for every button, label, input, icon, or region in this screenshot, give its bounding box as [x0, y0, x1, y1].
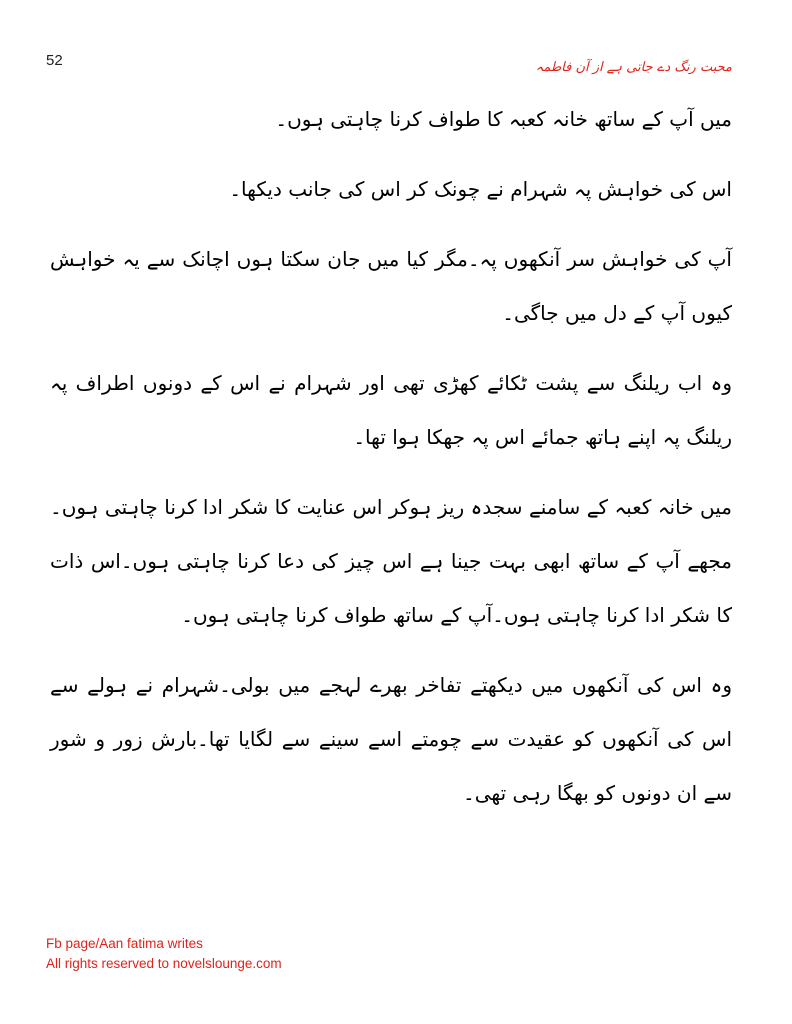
- page-number: 52: [46, 52, 63, 69]
- footer-copyright: All rights reserved to novelslounge.com: [46, 956, 282, 971]
- body-text: [50, 92, 732, 836]
- running-header-title: محبت رنگ دے جاتی ہے از آن فاطمہ: [535, 60, 732, 75]
- footer-credit: Fb page/Aan fatima writes: [46, 936, 203, 951]
- paragraph-5: میں خانہ کعبہ کے سامنے سجدہ ریز ہوکر اس عنایت کا شکر ادا کرنا چاہتی ہوں۔مجھے آپ کے ساتھ ابھی بہت جینا ہے اس چیز کی دعا کرنا چاہتی ہوں۔اس ذات کا شکر ادا کرنا چاہتی ہوں۔آپ کے ساتھ طواف کرنا چاہتی ہوں۔: [50, 495, 732, 627]
- paragraph-6: وہ اس کی آنکھوں میں دیکھتے تفاخر بھرے لہجے میں بولی۔شہرام نے ہولے سے اس کی آنکھوں کو عقیدت سے چومتے اسے سینے سے لگایا تھا۔بارش زور و شور سے ان دونوں کو بھگا رہی تھی۔: [50, 673, 732, 805]
- paragraph-4: وہ اب ریلنگ سے پشت ٹکائے کھڑی تھی اور شہرام نے اس کے دونوں اطراف پہ ریلنگ پہ اپنے ہاتھ جمائے اس پہ جھکا ہوا تھا۔: [50, 371, 732, 449]
- paragraph-3: آپ کی خواہش سر آنکھوں پہ۔مگر کیا میں جان سکتا ہوں اچانک سے یہ خواہش کیوں آپ کے دل میں جاگی۔: [50, 247, 732, 325]
- footer: [46, 934, 282, 974]
- paragraph-2: اس کی خواہش پہ شہرام نے چونک کر اس کی جانب دیکھا۔: [229, 177, 732, 201]
- paragraph-1: میں آپ کے ساتھ خانہ کعبہ کا طواف کرنا چاہتی ہوں۔: [275, 107, 732, 131]
